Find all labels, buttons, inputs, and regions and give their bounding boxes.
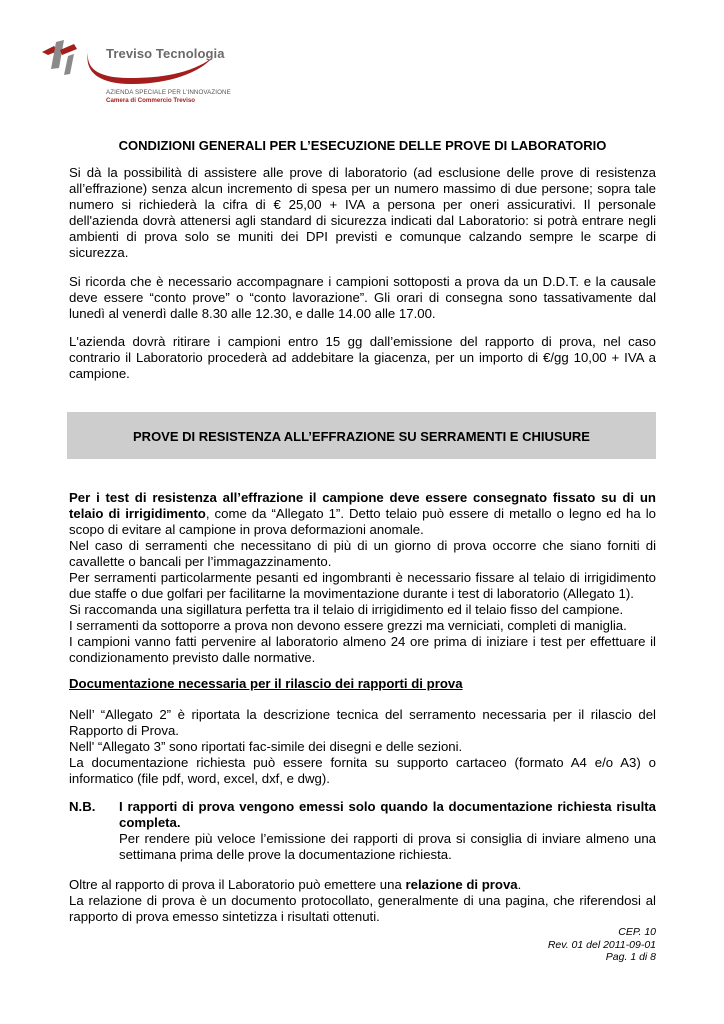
nb-bold-text: I rapporti di prova vengono emessi solo quando la documentazione richiesta risulta completa. — [119, 799, 656, 830]
closing-text-bold: relazione di prova — [405, 877, 518, 892]
stiffening-frame-rest: , come da “Allegato 1”. Detto telaio può essere di metallo o legno ed ha lo scopo di evitare al campione in prova deformazioni anomale. — [69, 506, 656, 537]
nb-text: Per rendere più veloce l’emissione dei rapporti di prova si consiglia di inviare almeno una settimana prima delle prove la documentazione richiesta. — [119, 831, 656, 862]
paragraph-storage: Nel caso di serramenti che necessitano di più di un giorno di prova occorre che siano forniti di cavallette o bancali per l’immagazzinamento. — [69, 538, 656, 569]
section-title-burglary-resistance: PROVE DI RESISTENZA ALL’EFFRAZIONE SU SERRAMENTI E CHIUSURE — [133, 429, 590, 444]
stiffening-frame-bold: Per i test di resistenza all’effrazione il campione deve essere consegnato fissato su di un telaio di irrigidimento — [69, 490, 656, 521]
documentation-block — [69, 707, 656, 787]
section-title-general-conditions: CONDIZIONI GENERALI PER L’ESECUZIONE DELLE PROVE DI LABORATORIO — [118, 138, 607, 153]
closing-block — [69, 877, 656, 925]
logo-subtitle: AZIENDA SPECIALE PER L'INNOVAZIONE — [106, 89, 231, 96]
paragraph-allegato-2: Nell’ “Allegato 2” è riportata la descrizione tecnica del serramento necessaria per il rilascio del Rapporto di Prova. — [69, 707, 656, 738]
logo-chamber: Camera di Commercio Treviso — [106, 97, 196, 104]
paragraph-conditioning: I campioni vanno fatti pervenire al laboratorio almeno 24 ore prima di iniziare i test per effettuare il condizionamento previsto dalle normative. — [69, 634, 656, 665]
document-code: CEP. 10 — [618, 926, 656, 938]
paragraph-formats: La documentazione richiesta può essere fornita su supporto cartaceo (formato A4 e/o A3) o informatico (file pdf, word, excel, dxf, e dwg). — [69, 755, 656, 786]
paragraph-delivery: Si ricorda che è necessario accompagnare i campioni sottoposti a prova da un D.D.T. e la causale deve essere “conto prove” o “conto lavorazione”. Gli orari di consegna sono tassativamente dal lunedì al venerdì dalle 8.30 alle 12.30, e dalle 14.00 alle 17.00. — [69, 274, 656, 321]
paragraph-sealing: Si raccomanda una sigillatura perfetta tra il telaio di irrigidimento ed il telaio fisso del campione. — [69, 602, 624, 617]
paragraph-report-summary: La relazione di prova è un documento protocollato, generalmente di una pagina, che riferendosi al rapporto di prova emesso sintetizza i risultati ottenuti. — [69, 893, 656, 924]
page-footer — [548, 926, 656, 964]
paragraph-stiffening-frame — [69, 490, 656, 538]
document-revision: Rev. 01 del 2011-09-01 — [547, 938, 656, 951]
company-logo — [40, 38, 230, 108]
documentation-heading: Documentazione necessaria per il rilascio dei rapporti di prova — [69, 676, 463, 691]
paragraph-allegato-3: Nell' “Allegato 3” sono riportati fac-simile dei disegni e delle sezioni. — [69, 739, 463, 754]
paragraph-test-report — [69, 877, 656, 893]
closing-text-end: . — [517, 877, 522, 892]
paragraph-pickup: L'azienda dovrà ritirare i campioni entro 15 gg dall’emissione del rapporto di prova, nel caso contrario il Laboratorio procederà ad addebitare la giacenza, per un importo di €/gg 10,00 + IVA a campione. — [69, 334, 656, 381]
paragraph-finish: I serramenti da sottoporre a prova non devono essere grezzi ma verniciati, completi di maniglia. — [69, 618, 627, 633]
nb-label: N.B. — [69, 799, 96, 814]
paragraph-heavy-fixtures: Per serramenti particolarmente pesanti ed ingombranti è necessario fissare al telaio di irrigidimento due staffe o due golfari per facilitarne la movimentazione durante i test di laboratorio (Allegato 1). — [69, 570, 656, 601]
closing-text-start: Oltre al rapporto di prova il Laboratorio può emettere una — [69, 877, 406, 892]
burglary-requirements — [69, 490, 656, 666]
page-number: Pag. 1 di 8 — [605, 951, 656, 964]
logo-name: Treviso Tecnologia — [106, 46, 225, 61]
paragraph-attendance: Si dà la possibilità di assistere alle prove di laboratorio (ad esclusione delle prove di resistenza all’effrazione) senza alcun incremento di spesa per un numero massimo di due persone; sopra tale numero si richiederà la cifra di € 25,00 + IVA a persona per oneri assicurativi. Il personale dell'azienda dovrà attenersi agli standard di sicurezza indicati dal Laboratorio: si potrà entrare negli ambienti di prova solo se muniti dei DPI previsti e comunque calzando sempre le scarpe di sicurezza. — [69, 165, 656, 260]
